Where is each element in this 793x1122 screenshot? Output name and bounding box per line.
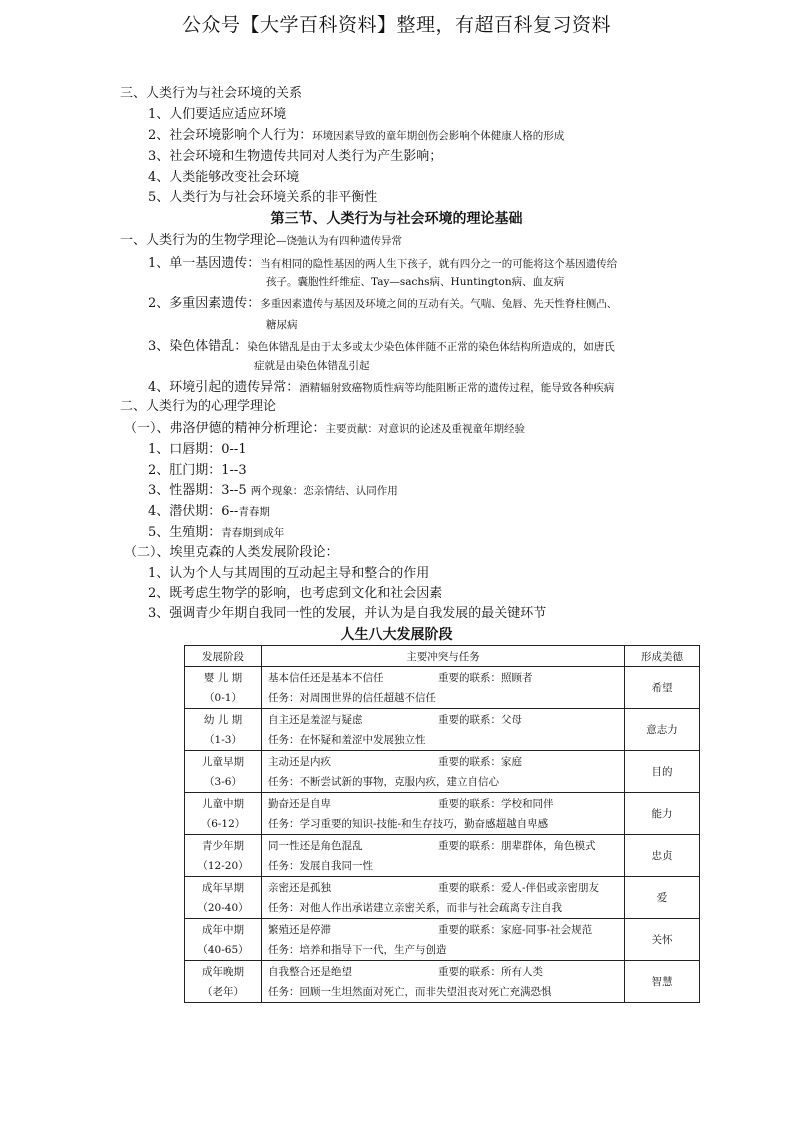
list-item: 1、认为个人与其周围的互动起主导和整合的作用 [148, 566, 430, 581]
stage-cell: 青少年期 （12-20） [185, 835, 262, 877]
table-row [185, 877, 700, 919]
list-item: 2、多重因素遗传：多重因素遗传与基因及环境之间的互动有关。气喘、兔唇、先天性脊柱侧凸、 [148, 296, 618, 311]
list-item: 4、环境引起的遗传异常：酒精辐射致癌物质性病等均能阻断正常的遗传过程，能导致各种疾病 [148, 380, 615, 395]
conflict-cell: 繁殖还是停滞 重要的联系：家庭-同事-社会规范 任务：培养和指导下一代，生产与创造 [262, 919, 625, 961]
stage-cell: 儿童中期 （6-12） [185, 793, 262, 835]
stage-cell: 儿童早期 （3-6） [185, 751, 262, 793]
list-item-cont: 孩子。囊胞性纤维症、Tay—sachs病、Huntington病、血友病 [266, 276, 565, 288]
col-header-virtue: 形成美德 [625, 646, 700, 667]
table-row [185, 793, 700, 835]
table-row [185, 835, 700, 877]
conflict-cell: 亲密还是孤独 重要的联系：爱人-伴侣或亲密朋友 任务：对他人作出承诺建立亲密关系，而非与社会疏离专注自我 [262, 877, 625, 919]
col-header-stage: 发展阶段 [185, 646, 262, 667]
section-title: 三、人类行为与社会环境的关系 [120, 86, 303, 101]
freud-title: （一）、弗洛伊德的精神分析理论：主要贡献：对意识的论述及重视童年期经验 [124, 421, 526, 436]
virtue-cell: 智慧 [625, 961, 700, 1003]
list-item-cont: 糖尿病 [266, 319, 298, 331]
table-row [185, 667, 700, 709]
virtue-cell: 关怀 [625, 919, 700, 961]
table-row [185, 961, 700, 1003]
table-row [185, 919, 700, 961]
conflict-cell: 同一性还是角色混乱 重要的联系：朋辈群体，角色模式 任务：发展自我同一性 [262, 835, 625, 877]
list-item: 1、人们要适应适应环境 [148, 107, 287, 122]
virtue-cell: 意志力 [625, 709, 700, 751]
list-item: 1、口唇期：0--1 [148, 442, 247, 457]
table-row [185, 751, 700, 793]
virtue-cell: 能力 [625, 793, 700, 835]
erikson-title: （二）、埃里克森的人类发展阶段论： [124, 545, 339, 560]
virtue-cell: 希望 [625, 667, 700, 709]
list-item: 2、肛门期：1--3 [148, 463, 247, 478]
stage-cell: 婴 儿 期 （0-1） [185, 667, 262, 709]
conflict-cell: 基本信任还是基本不信任 重要的联系：照顾者 任务：对周围世界的信任超越不信任 [262, 667, 625, 709]
list-item: 5、生殖期：青春期到成年 [148, 525, 285, 540]
list-item: 4、人类能够改变社会环境 [148, 170, 300, 185]
list-item: 3、性器期：3--5 两个现象：恋亲情结、认同作用 [148, 483, 398, 498]
page-header: 公众号【大学百科资料】整理，有超百科复习资料 [181, 14, 611, 36]
virtue-cell: 忠贞 [625, 835, 700, 877]
conflict-cell: 主动还是内疚 重要的联系：家庭 任务：不断尝试新的事物，克服内疚，建立自信心 [262, 751, 625, 793]
conflict-cell: 自主还是羞涩与疑虑 重要的联系：父母 任务：在怀疑和羞涩中发展独立性 [262, 709, 625, 751]
list-item: 3、染色体错乱：染色体错乱是由于太多或太少染色体伴随不正常的染色体结构所造成的，如唐氏 [148, 339, 615, 354]
section-heading: 第三节、人类行为与社会环境的理论基础 [270, 211, 523, 227]
col-header-conflict: 主要冲突与任务 [262, 646, 625, 667]
list-item: 1、单一基因遗传：当有相同的隐性基因的两人生下孩子，就有四分之一的可能将这个基因遗传给 [148, 256, 618, 271]
stages-table [184, 645, 700, 1003]
conflict-cell: 自我整合还是绝望 重要的联系：所有人类 任务：回顾一生坦然面对死亡，而非失望沮丧对死亡充满恐惧 [262, 961, 625, 1003]
list-item-cont: 症就是由染色体错乱引起 [254, 360, 370, 372]
list-item: 3、社会环境和生物遗传共同对人类行为产生影响； [148, 149, 443, 164]
list-item: 5、人类行为与社会环境关系的非平衡性 [148, 190, 378, 205]
list-item: 2、既考虑生物学的影响，也考虑到文化和社会因素 [148, 586, 443, 601]
psych-title: 二、人类行为的心理学理论 [120, 399, 277, 414]
stage-cell: 幼 儿 期 （1-3） [185, 709, 262, 751]
bio-title: 一、人类行为的生物学理论—饶弛认为有四种遗传异常 [120, 233, 403, 248]
table-row [185, 709, 700, 751]
list-item: 4、潜伏期：6--青春期 [148, 504, 270, 519]
stage-cell: 成年中期 （40-65） [185, 919, 262, 961]
conflict-cell: 勤奋还是自卑 重要的联系：学校和同伴 任务：学习重要的知识-技能-和生存技巧，勤奋感超越自卑感 [262, 793, 625, 835]
list-item: 2、社会环境影响个人行为：环境因素导致的童年期创伤会影响个体健康人格的形成 [148, 128, 565, 143]
table-header-row [185, 646, 700, 667]
table-title: 人生八大发展阶段 [340, 627, 453, 643]
stage-cell: 成年早期 （20-40） [185, 877, 262, 919]
list-item: 3、强调青少年期自我同一性的发展，并认为是自我发展的最关键环节 [148, 606, 547, 621]
virtue-cell: 爱 [625, 877, 700, 919]
stage-cell: 成年晚期 （老年） [185, 961, 262, 1003]
virtue-cell: 目的 [625, 751, 700, 793]
